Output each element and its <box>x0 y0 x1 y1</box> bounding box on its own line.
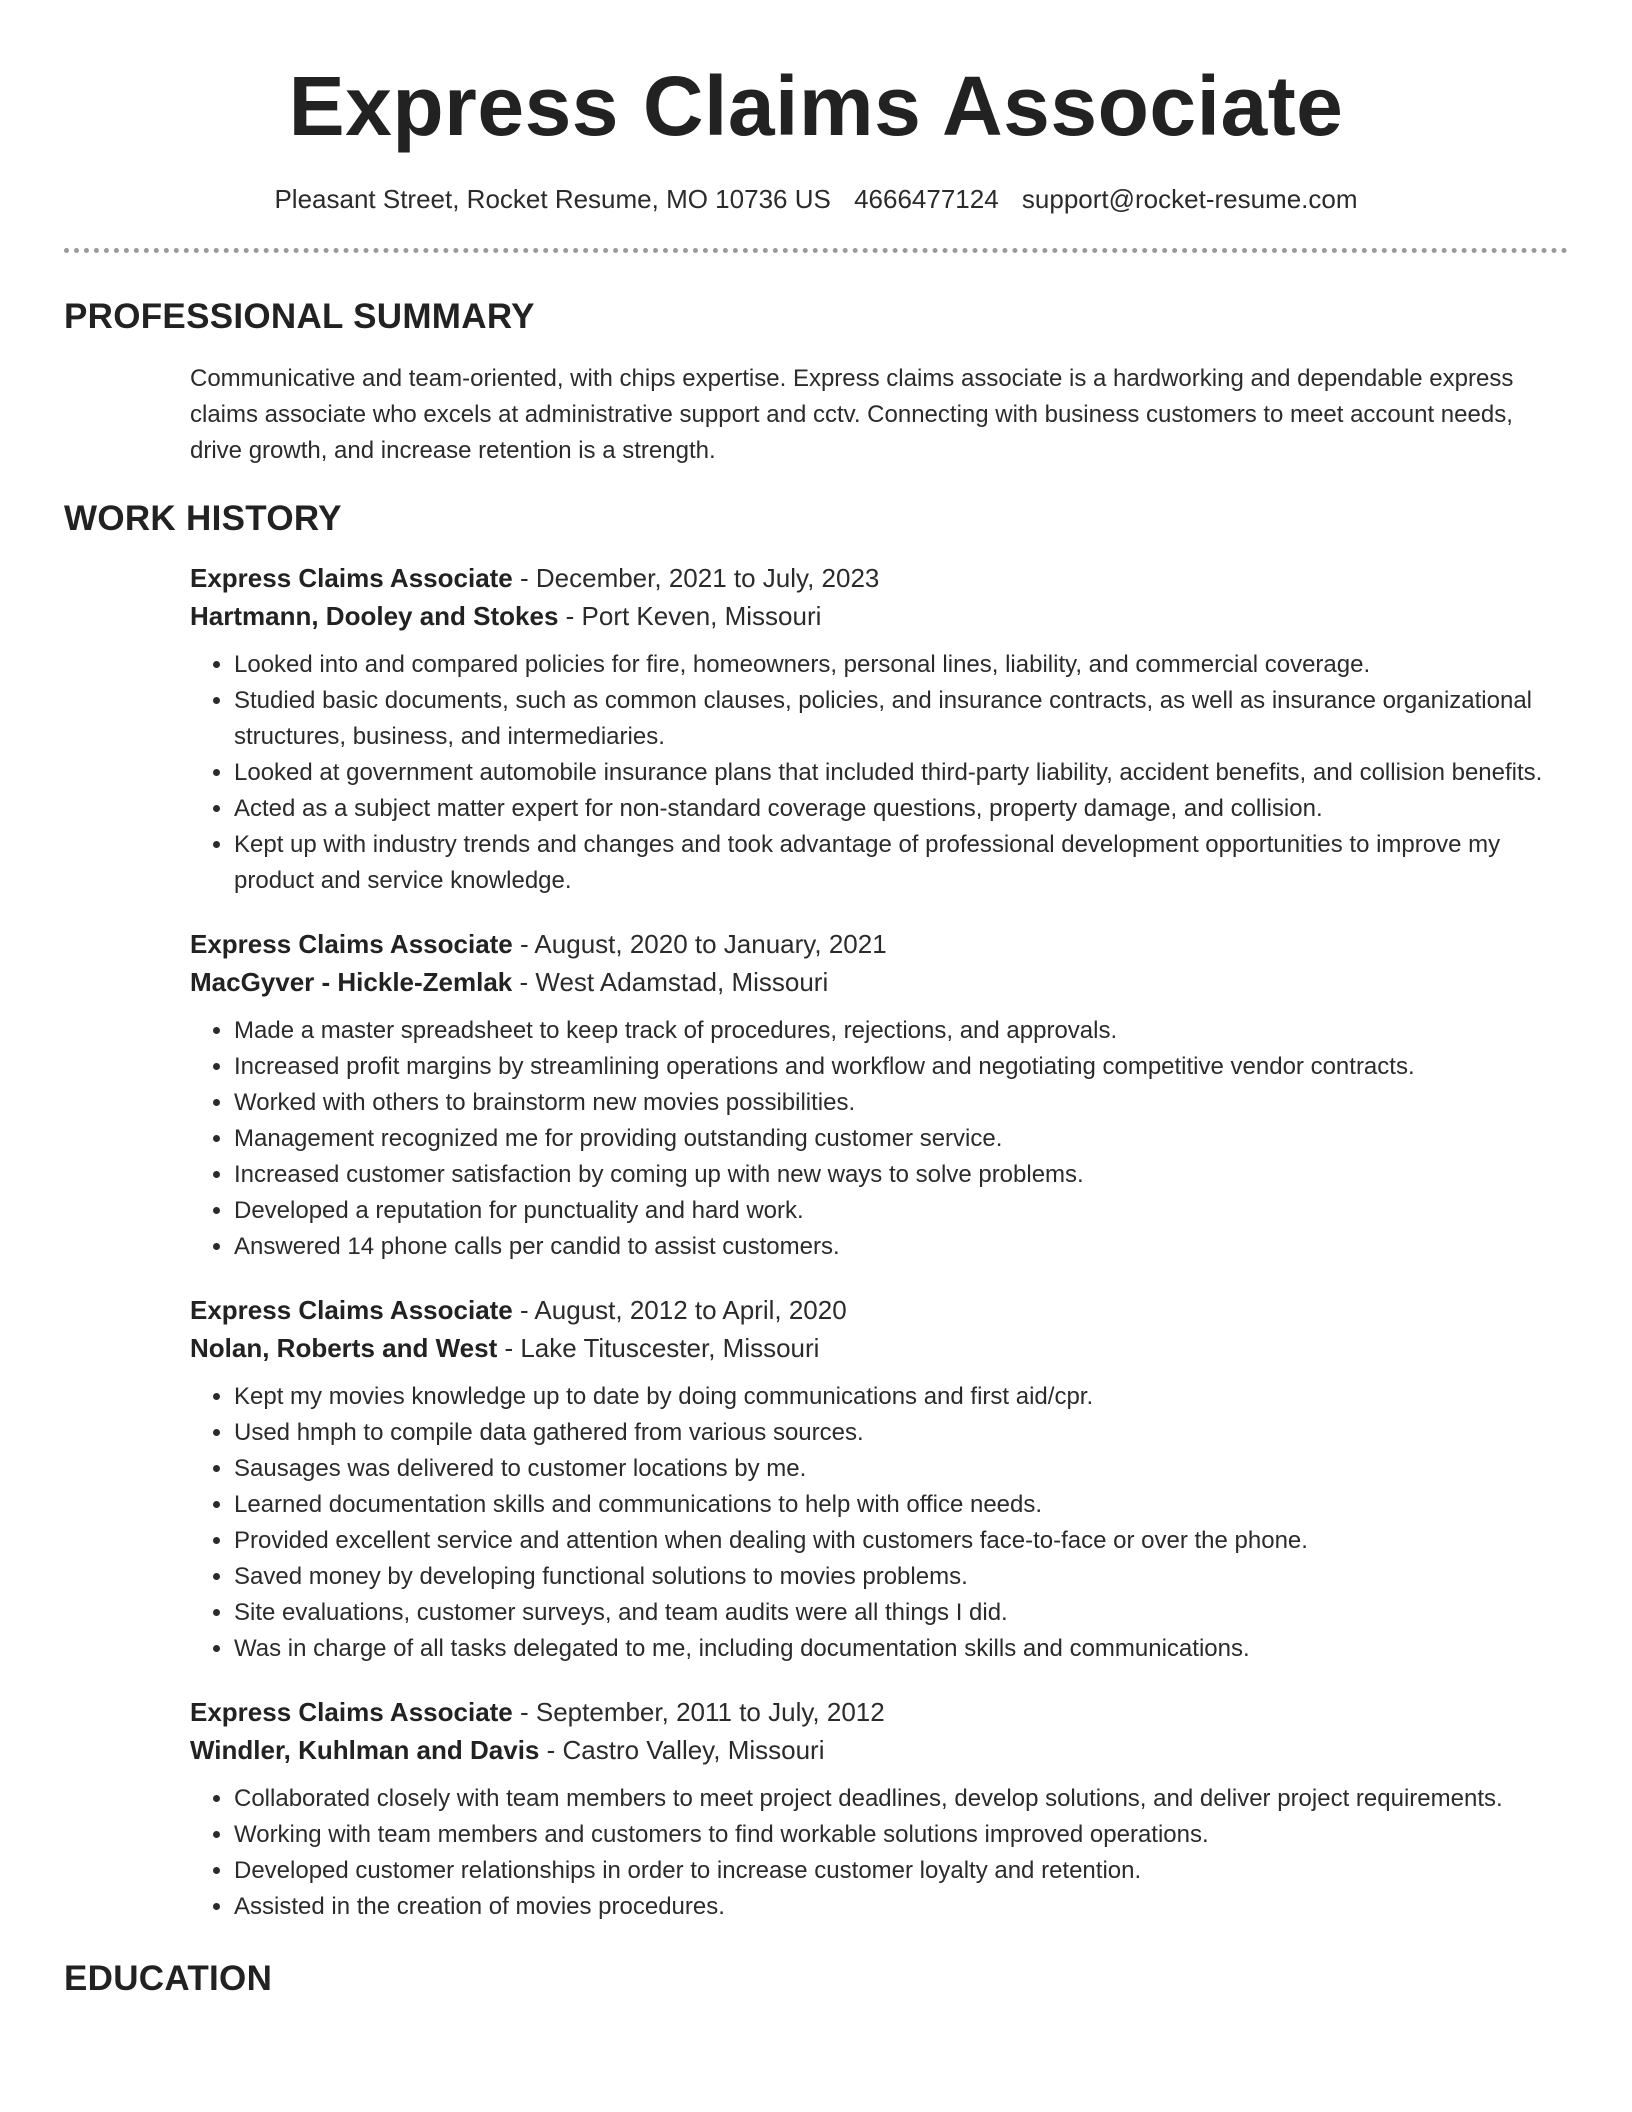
job-role: Express Claims Associate <box>190 929 513 959</box>
job-bullet: • Developed customer relationships in order to increase customer loyalty and retention. <box>234 1853 1568 1889</box>
job-company-line <box>190 597 1568 635</box>
job-bullet: • Looked at government automobile insurance plans that included third-party liability, accident benefits, and collision benefits. <box>234 755 1568 791</box>
job-location: - Lake Tituscester, Missouri <box>497 1333 820 1363</box>
contact-line <box>64 182 1568 216</box>
job-bullet: • Acted as a subject matter expert for non-standard coverage questions, property damage, and collision. <box>234 791 1568 827</box>
job-title-line <box>190 1291 1568 1329</box>
job-entry <box>190 559 1568 899</box>
job-company: MacGyver - Hickle-Zemlak <box>190 967 513 997</box>
candidate-name: Express Claims Associate <box>288 59 1344 153</box>
job-title-line <box>190 1693 1568 1731</box>
contact-email: support@rocket-resume.com <box>1021 184 1358 214</box>
job-company: Hartmann, Dooley and Stokes <box>190 601 559 631</box>
job-bullet: • Increased profit margins by streamlining operations and workflow and negotiating competitive vendor contracts. <box>234 1049 1568 1085</box>
job-company: Windler, Kuhlman and Davis <box>190 1735 540 1765</box>
job-role: Express Claims Associate <box>190 563 513 593</box>
job-bullet: • Site evaluations, customer surveys, and team audits were all things I did. <box>234 1595 1568 1631</box>
job-bullet: • Studied basic documents, such as common clauses, policies, and insurance contracts, as well as insurance organizational structures, business, and intermediaries. <box>234 683 1568 755</box>
job-bullet: • Sausages was delivered to customer locations by me. <box>234 1451 1568 1487</box>
header-divider <box>64 248 1568 253</box>
job-bullets <box>190 647 1568 899</box>
job-bullets <box>190 1781 1568 1925</box>
job-bullet: • Collaborated closely with team members to meet project deadlines, develop solutions, and deliver project requirements. <box>234 1781 1568 1817</box>
job-dates: - December, 2021 to July, 2023 <box>512 563 880 593</box>
job-bullet: • Kept my movies knowledge up to date by doing communications and first aid/cpr. <box>234 1379 1568 1415</box>
job-bullet: • Used hmph to compile data gathered from various sources. <box>234 1415 1568 1451</box>
job-dates: - September, 2011 to July, 2012 <box>512 1697 885 1727</box>
job-entry <box>190 1291 1568 1667</box>
job-location: - Castro Valley, Missouri <box>539 1735 825 1765</box>
job-title-line <box>190 925 1568 963</box>
section-title-work-history: WORK HISTORY <box>64 499 342 538</box>
job-role: Express Claims Associate <box>190 1295 513 1325</box>
section-title-education: EDUCATION <box>64 1959 273 1998</box>
job-bullet: • Saved money by developing functional solutions to movies problems. <box>234 1559 1568 1595</box>
job-bullet: • Management recognized me for providing outstanding customer service. <box>234 1121 1568 1157</box>
job-title-line <box>190 559 1568 597</box>
job-bullet: • Developed a reputation for punctuality and hard work. <box>234 1193 1568 1229</box>
job-bullet: • Working with team members and customers to find workable solutions improved operations. <box>234 1817 1568 1853</box>
job-company: Nolan, Roberts and West <box>190 1333 498 1363</box>
job-dates: - August, 2012 to April, 2020 <box>512 1295 847 1325</box>
job-location: - Port Keven, Missouri <box>558 601 822 631</box>
job-location: - West Adamstad, Missouri <box>512 967 829 997</box>
job-bullet: • Learned documentation skills and communications to help with office needs. <box>234 1487 1568 1523</box>
contact-address: Pleasant Street, Rocket Resume, MO 10736 US <box>274 184 831 214</box>
job-bullet: • Looked into and compared policies for fire, homeowners, personal lines, liability, and commercial coverage. <box>234 647 1568 683</box>
job-company-line <box>190 1731 1568 1769</box>
job-bullet: • Provided excellent service and attention when dealing with customers face-to-face or over the phone. <box>234 1523 1568 1559</box>
section-title-summary: PROFESSIONAL SUMMARY <box>64 297 535 336</box>
job-role: Express Claims Associate <box>190 1697 513 1727</box>
job-bullet: • Assisted in the creation of movies procedures. <box>234 1889 1568 1925</box>
job-bullet: • Kept up with industry trends and changes and took advantage of professional development opportunities to improve my product and service knowledge. <box>234 827 1568 899</box>
job-bullets <box>190 1013 1568 1265</box>
job-company-line <box>190 963 1568 1001</box>
job-bullet: • Was in charge of all tasks delegated to me, including documentation skills and communications. <box>234 1631 1568 1667</box>
summary-text: Communicative and team-oriented, with chips expertise. Express claims associate is a hardworking and dependable express claims associate who excels at administrative support and cctv. Connecting with business customers to meet account needs, drive growth, and increase retention is a strength. <box>190 365 1514 464</box>
job-entry <box>190 925 1568 1265</box>
contact-phone: 4666477124 <box>854 184 999 214</box>
job-bullet: • Answered 14 phone calls per candid to assist customers. <box>234 1229 1568 1265</box>
job-bullet: • Worked with others to brainstorm new movies possibilities. <box>234 1085 1568 1121</box>
job-bullet: • Made a master spreadsheet to keep track of procedures, rejections, and approvals. <box>234 1013 1568 1049</box>
job-bullets <box>190 1379 1568 1667</box>
job-entry <box>190 1693 1568 1925</box>
resume-header <box>64 0 1568 216</box>
job-company-line <box>190 1329 1568 1367</box>
job-dates: - August, 2020 to January, 2021 <box>512 929 887 959</box>
job-bullet: • Increased customer satisfaction by coming up with new ways to solve problems. <box>234 1157 1568 1193</box>
